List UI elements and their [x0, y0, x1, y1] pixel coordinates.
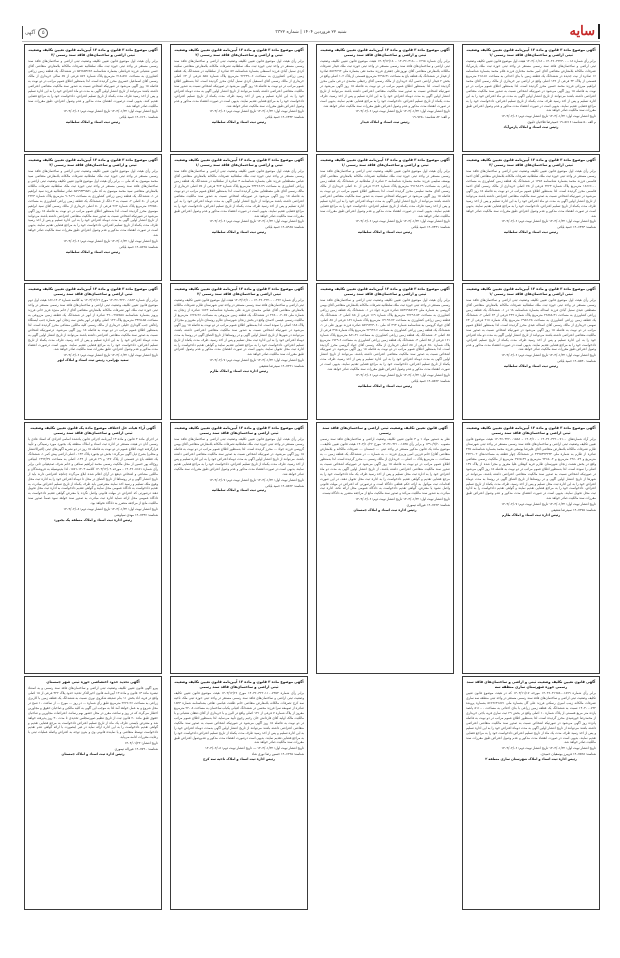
notice-title: آگهی موضوع ماده ۳ قانون و ماده ۱۳ آیین‌نامه قانون تعیین تکلیف وضعیت ثبتی اراضی و ساختمان‌های فاقد سند رسمی: [28, 287, 158, 297]
notice-signature: سعید بهرامی، رئیس ثبت اسناد و املاک ابهر: [57, 358, 129, 363]
notice-reference: شناسه: ۱۹۰۵۶۲۵ حمید بابائی: [119, 245, 158, 249]
notice-title: آگهی موضوع ماده ۳ قانون و ماده ۱۳ آیین‌نامه قانون تعیین تکلیف وضعیت ثبتی اراضی و ساختمان‌های فاقد سند رسمی: [466, 426, 596, 436]
notice-dates: تاریخ انتشار نوبت اول: ۱۴۰۴/۰۱/۲۲ تاریخ انتشار نوبت دوم: ۱۴۰۴/۰۲/۰۷: [209, 358, 304, 363]
notice-reference: شناسه: ۱۹۰۷۷۹۰ عین‌اله تیموری: [114, 747, 158, 752]
notice-body: برابر رأی شماره ۱۴۰۳۶۰۳۲۲۰۱۱۰۰۷۳۵۳ مورخ ۱۴۰۳/۱۲/۲۶ هیئت موضوع قانون تعیین تکلیف وضعیت ثبتی اراضی و ساختمان‌های فاقد سند رسمی مستقر در واحد ثبتی حوزه ثبتی ملک ناحیه سه کرج تصرفات مالکانه بلامعارض متقاضی خانم طلعت عباسی تفاقی بشناسنامه شماره ۱۵۴۳ صادره از صومعه سرا فرزند محسن در ششدانگ اعیانی یکباب ساختمان به مساحت ۲۲۰.۸ مترمربع مفروز از پلاک شماره ۷ فرعی از ۱۳۱ اصلی واقع در البرز و با خریداری از آقای دهقان شعبانی و با مالکیت مالک اولیه آقای قاردانش خان رحیم رجوع تأیید می‌نماید. لذا به‌منظور اطلاع عموم مراتب در دو نوبت به فاصله ۱۵ روز آگهی می‌شود در صورتیکه اشخاص نسبت به صدور سند مالکیت متقاضی اعتراضی داشته باشند می‌توانند از تاریخ انتشار اولین آگهی به‌مدت دوماه اعتراض خود را به این اداره تسلیم و پس از اخذ رسید ظرف مدت یکماه از تاریخ تسلیم اعتراض دادخواست خود را به مراجع قضایی تقدیم نمایند. بدیهی است درصورت انقضاء مدت مذکور و عدم‌وصول اعتراض طبق مقررات سند مالکیت صادر خواهد شد.: [174, 691, 304, 745]
notice-reference: شناسه: ۱۹۰۶۲۹۵ حسین رضا نوری شاد: [251, 752, 304, 757]
issue-dateline: شنبه ۲۲ فروردین ۱۴۰۴ | شماره ۳۳۲۲: [275, 30, 347, 35]
notice-body: نظر به دستور مواد ۱ و ۳ قانون تعیین تکلیف وضعیت اراضی و ساختمان‌های فاقد سند رسمی مصوب ۱۳۹۰/۹/۲۰ و برابر رأی ۱۴۰۳۶۰۳۲۱۰۰۱۵۳۵ مورخ ۱۴۰۳/۱۰/۲۲ هیئت قانون تعیین تکلیف... موضوع ماده یک قانون مذکور مستقر در واحد ثبتی ... جمستان ... تصرفات مالکانه و بلامعارض متقاضی آقای/ خانم فرزین امین وزیری فرزند ... به شماره ... در ششدانگ یک قطعه زمین ... به مساحت ... مترمربع پلاک ... اصلی ... خریداری از مالک رسمی ... محرز گردیده است. لذا به‌منظور اطلاع عموم مراتب در دو نوبت به فاصله ۱۵ روز آگهی می‌شود در صورتیکه اشخاص نسبت به صدور سند مالکیت متقاضی اعتراضی داشته باشند، از تاریخ انتشار اولین آگهی به مدت دو ماه اعتراض خود را به اداره ثبت محل تسلیم و پس از اخذ رسید ظرف یک ماه دادخواست خود را به مرجع قضایی تقدیم و گواهی تقدیم دادخواست را به اداره ثبت محل تحویل دهند. در این صورت اقدامات ثبت موکول به ارائه حکم قطعی دادگاه است و درصورتی که اعتراض در مهلت قانونی واصل نشود یا معترض، گواهی تقدیم دادخواست به دادگاه عمومی محل ارائه نکند، اداره ثبت مبادرت به صدور سند مالکیت می‌کند و صدور سند مالکیت مانع از مراجعه متضرر به دادگاه نیست.: [320, 437, 451, 496]
notice-body: برابر رأی شماره ۱۴۰۳۶۰۳۱۹۵۸۰۰۱۵۹۹ مورخه ۱۴۰۳/۱۱/۱۷ که در هیئت موضوع قانون تعیین تکلیف وضعیت ثبتی اراضی و ساختمان‌های فاقد سند رسمی مستقر در واحد ثبتی منطقه سه ساری تصرفات مالکانه زینب امیری رسکتی فرزند علی گل بشماره ملی ۵۶۶۹۶۳۱۸۷۱ بشماره پرونده ۱۴۰۳۰۰۰۷۲۲ نسبت به ششدانگ یک قطعه زمین زراعی با بنای احداثی به مساحت ۵۱۱.۰۰ پانصد یازده متر مربع قسمتی از پلاک شماره ۱۰ اصلی واقع در بخش ۲۹ ثبت ساری قریه باجی خریداری از محمدرضا خورشیدی محرز گردیده است. لذا به‌منظور اطلاع عموم مراتب در دو نوبت به فاصله پانزده روز آگهی می‌شود در صورتیکه اشخاص نسبت به صدور سند مالکیت متقاضی اعتراضی داشته باشند می‌توانند از تاریخ انتشار اولین آگهی به مدت دوماه اعتراض خود را به این اداره تسلیم و پس از اخذ رسید ظرف مدت یک ماه از تاریخ تسلیم اعتراض دادخواست خود را به مراجع قضایی تقدیم نمایند. بدیهی است در صورت انقضاء مدت مذکور و عدم وصول اعتراض طبق مقررات سند مالکیت صادر خواهد شد.: [466, 691, 596, 745]
notice-signature: رئیس اداره ثبت اسناد و املاک طارم: [501, 513, 561, 517]
notice-dates: تاریخ انتشار نوبت اول: ۱۴۰۴/۰۱/۲۲ تاریخ انتشار نوبت دوم: ۱۴۰۴/۰۲/۰۶: [209, 109, 304, 114]
notice-box: [316, 283, 454, 420]
notice-box: [170, 676, 308, 910]
notice-body: برابر رأی هیئت اول موضوع قانون تعیین تکلیف وضعیت ثبتی اراضی و ساختمان‌های فاقد سند رسمی مستقر در واحد ثبتی حوزه ثبت ملک سلطانیه تصرفات مالکانه بلامعارض متقاضی سکینه کردی سنبل آبادی فرزند اسمعلی بشماره شناسنامه ۵۷ صادره از سلطانیه در ششدانگ یک قطعه زمین زراعی کشاورزی به مساحت ۲۲۲۳۹.۰۶ مترمربع پلاک شماره ۵۵۵ فرعی از ۶۳ اصلی خریداری از مالک رسمی آقای اسمعیل کردی سنبل آبادی محرز گردیده است. لذا به‌منظور اطلاع عموم مراتب در دو نوبت به فاصله ۱۵ روز آگهی می‌شود در صورتیکه اشخاص نسبت به صدور سند مالکیت متقاضی اعتراضی داشته باشند می‌توانند از تاریخ انتشار اولین آگهی به مدت دوماه اعتراض خود را به این اداره تسلیم و پس از اخذ رسید ظرف مدت یکماه از تاریخ تسلیم اعتراض، دادخواست خود را به مراجع قضایی تقدیم نمایند. بدیهی است در صورت انقضاء مدت مذکور و عدم وصول اعتراض طبق مقررات سند مالکیت صادر خواهد شد.: [174, 59, 305, 108]
notice-box: [462, 422, 600, 674]
notice-title: آگهی قانون تعیین تکلیف وضعیت ثبتی و اراضی و ساختمان‌های فاقد سند رسمی حوزه شهرستان ساری منطقه سه: [466, 680, 596, 690]
notice-box: [170, 154, 308, 281]
notice-signature: رئیس ثبت اسناد و املاک سلطانیه: [65, 249, 121, 254]
page-section-box: [22, 26, 48, 39]
notice-dates: تاریخ انتشار نوبت اول: ۱۴۰۴/۰۱/۲۲ تاریخ انتشار نوبت دوم: ۱۴۰۴/۰۲/۰۶: [355, 373, 450, 377]
notice-dates: تاریخ انتشار نوبت اول: ۱۴۰۴/۰۱/۲۲ تاریخ انتشار نوبت دوم: ۱۴۰۴/۰۲/۰۶: [209, 219, 304, 224]
notice-box: [170, 283, 308, 420]
notice-body: برابر رأی هیئت اول موضوع قانون تعیین تکلیف وضعیت ثبتی اراضی و ساختمان‌های فاقد سند رسمی مستقر در واحد ثبتی حوزه ثبت ملک سلطانیه تصرفات مالکانه بلامعارض متقاضی آقای یوسف سلیمی فرزند محمد بشماره شناسنامه ۲ صادره از سلطانیه در ششدانگ یک قطعه زمین زراعی به مساحت ۲۹۱۹۸.۲۹ مترمربع پلاک شماره ۲۱۶۴ فرعی از ۵۰ اصلی خریداری از مالک رسمی آقای محمد سلیمی محرز گردیده است. لذا به‌منظور اطلاع عموم مراتب در دو نوبت به فاصله ۱۵ روز آگهی می‌شود در صورتیکه اشخاص نسبت به صدور سند مالکیت متقاضی اعتراضی داشته باشند می‌توانند از تاریخ انتشار اولین آگهی به مدت دوماه اعتراض خود را به این اداره تسلیم و پس از اخذ رسید ظرف مدت یکماه از تاریخ تسلیم اعتراض، دادخواست خود را به مراجع قضایی تقدیم نمایند. بدیهی است در صورت انقضاء مدت مذکور و عدم وصول اعتراض طبق مقررات سند مالکیت صادر خواهد شد.: [320, 169, 451, 218]
notice-box: [316, 422, 454, 674]
notice-signature: رئیس ثبت اسناد و املاک قیدار: [360, 120, 410, 125]
page-header: [22, 24, 600, 40]
notice-dates: تاریخ انتشار نوبت اول: ۱۴۰۴/۰۱/۲۲ تاریخ انتشار نوبت دوم: ۱۴۰۴/۰۲/۰۶: [501, 746, 596, 751]
notice-title: آگهی موضوع ماده ۳ قانون و ماده ۱۳ آیین‌نامه قانون تعیین تکلیف وضعیت ثبتی و اراضی و ساختمان‌های فاقد سند رسمی /۲: [174, 48, 304, 58]
notice-signature: رئیس اداره ثبت اسناد و املاک منطقه یک بجنورد: [53, 517, 133, 522]
notice-dates: تاریخ انتشار نوبت اول: ۱۴۰۴/۰۱/۲۲ تاریخ انتشار نوبت دوم: ۱۴۰۴/۰۲/۰۶: [63, 353, 158, 358]
notice-signature: رئیس ثبت اسناد و املاک پارس‌آباد: [503, 125, 559, 130]
notice-dates: تاریخ انتشار نوبت اول: ۱۴۰۴/۰۱/۲۲ تاریخ انتشار نوبت دوم: ۱۴۰۴/۰۲/۰۶: [501, 114, 596, 119]
notice-column: [24, 44, 162, 910]
header-divider: [22, 41, 600, 42]
notice-signature: رئیس ثبت اسناد و املاک سلطانیه: [503, 364, 559, 369]
notice-dates: تاریخ انتشار نوبت اول: ۱۴۰۴/۰۱/۲۲ تاریخ انتشار نوبت دوم: ۱۴۰۴/۰۲/۰۶: [63, 239, 158, 244]
notice-signature: رئیس ثبت اسناد و املاک سلطانیه: [211, 488, 267, 493]
page-number: ۵: [38, 28, 48, 38]
notice-reference: شناسه: ۱۹۰۵۸۲۲ حمید بابائی: [411, 378, 450, 383]
notice-title: آگهی موضوع ماده ۳ قانون و ماده ۱۳ آیین‌نامه قانون تعیین تکلیف وضعیت ثبتی اراضی و ساختمان‌های فاقد سند رسمی: [174, 426, 304, 436]
notice-title: آگهی موضوع ماده ۳ قانون و ماده ۱۳ آیین‌نامه قانون تعیین تکلیف وضعیت ثبتی و اراضی و ساختمان‌های فاقد سند رسمی /۲: [28, 158, 158, 168]
notice-title: آگهی موضوع ماده ۳ قانون و ماده ۱۳ آیین‌نامه قانون تعیین تکلیف وضعیت ثبتی و اراضی و ساختمان‌های فاقد سند رسمی: [320, 287, 450, 297]
notice-dates: تاریخ انتشار نوبت اول: ۱۴۰۴/۰۱/۲۲ تاریخ انتشار نوبت دوم: ۱۴۰۴/۰۲/۰۸: [63, 507, 158, 512]
notice-box: [462, 283, 600, 420]
notice-dates: تاریخ انتشار: ۱۴۰۴/۰۱/۲۲: [124, 741, 158, 746]
notice-dates: تاریخ انتشار نوبت اول: ۱۴۰۴/۰۱/۲۲ تاریخ انتشار نوبت دوم: ۱۴۰۴/۰۲/۰۷: [501, 502, 596, 507]
notice-box: [316, 44, 454, 152]
notice-box: [462, 676, 600, 910]
notice-signature: رئیس اداره ثبت اسناد و املاک جمستان: [61, 751, 125, 756]
notice-body: برابر رأی هیئت اول موضوع قانون تعیین تکلیف وضعیت ثبتی اراضی و ساختمان‌های فاقد سند رسمی مستقر در واحد ثبتی حوزه ثبت ملک سلطانیه تصرفات مالکانه بلامعارض متقاضی آقای بهمن گروسی به شماره ملی ۵۵۹۹۹۸۵۱۴۳ صادره فرزند جواد در ۱- ششدانگ یک قطعه زمین زراعی کشاورزی به مساحت ۲۲۲۹۶.۵۴ مترمربع پلاک شماره ۱۶۹ فرعی از ۸۵ اصلی ۲- ششدانگ یک قطعه زمین زراعی کشاورزی به مساحت ۱۴۱۹۲.۷۲ مترمربع پلاک شماره ۱۸۹ فرعی از ۸۵ اصلی. آقای جواد گروسی به شناسنامه شماره ۴۹۳ کد ملی ۵۵۹۹۲۲۳۰۶۰ صادره فرزند نوروز علی در ۱- ششدانگ یک قطعه زمین زراعی کشاورزی به مساحت ۲۲۹۹۹.۶ مترمربع پلاک شماره ۴۹۵ فرعی از ۸۵ اصلی ۲- ششدانگ یک قطعه زمین زراعی کشاورزی به مساحت ۸۸۱.۳۱ مترمربع پلاک شماره ۱۶۱ فرعی از ۸۵ اصلی ۳- ششدانگ یک قطعه زمین زراعی کشاورزی به مساحت ۱۷۲۹.۶ مترمربع پلاک شماره ۶۵۰ فرعی از ۸۵ اصلی خریداری از مالک رسمی آقای جواد گروسی محرز گردیده است. لذا به‌منظور اطلاع عموم مراتب در دو نوبت به فاصله ۱۵ روز آگهی می‌شود. در صورتیکه اشخاص نسبت به صدور سند مالکیت متقاضی اعتراضی داشته باشند، می‌توانند از تاریخ انتشار اولین آگهی به مدت دوماه اعتراض خود را به این اداره تسلیم و پس از اخذ رسید، ظرف مدت یکماه از تاریخ تسلیم اعتراض، دادخواست خود را به مراجع قضایی تقدیم نمایند. بدیهی است در صورت انقضاء مدت مذکور و عدم وصول اعتراض طبق مقررات سند مالکیت صادر خواهد شد.: [320, 298, 451, 372]
notice-column: [316, 44, 454, 910]
notice-signature: رئیس ثبت اسناد و املاک سلطانیه: [357, 383, 413, 388]
notice-title: آگهی آراء هیات حل اختلاف موضوع ماده یک قانون تعیین تکلیف وضعیت ثبتی اراضی و ساختمان‌های فاقد سند رسمی: [30, 426, 156, 436]
notice-box: [170, 44, 308, 152]
notice-box: [24, 154, 162, 281]
notice-dates: تاریخ انتشار نوبت اول: ۱۴۰۴/۰۱/۲۲ تاریخ انتشار نوبت دوم: ۱۴۰۴/۰۲/۰۶: [501, 219, 596, 224]
notice-box: [462, 44, 600, 152]
notice-box: [24, 44, 162, 152]
notice-dates: تاریخ انتشار نوبت اول: ۱۴۰۴/۰۱/۲۲ تاریخ انتشار نوبت دوم: ۱۴۰۴/۰۲/۰۶: [355, 497, 450, 502]
notice-title: آگهی موضوع ماده ۳ قانون و ماده ۱۳ آیین‌نامه قانون تعیین تکلیف وضعیت ثبتی اراضی و ساختمان‌های فاقد سند رسمی /۲: [28, 48, 158, 58]
notice-dates: تاریخ انتشار نوبت اول: ۱۴۰۴/۰۱/۲۲ تاریخ انتشار نوبت دوم: ۱۴۰۴/۰۲/۰۶: [63, 109, 158, 114]
notice-body: برابر رأی شماره ۱۴۰۳۶۰۳۱۸۰۰۰۱۲۹۵ – ۱۴۰۳/۱۲/۱۸ هیئت موضوع قانون تعیین تکلیف وضعیت ثبتی اراضی و ساختمان‌های فاقد سند رسمی مستقر در واحد ثبتی حوزه ثبت ملک قیدار تصرفات مالکانه بلامعارض متقاضی آقای نوروزعلی جعفری فرزند محمد تقی بشماره ملی ۵۵۶۹۲۹۲ صادره از قیدار در ششدانگ یک قطعه باغ به مساحت ۲۲۹۵.۳۱ مترمربع قسمتی از پلاک ۱۰۲ اصلی واقع در بخش ۲ قیدار اراضی حسن آباد خریداری از مالک رسمی آقای رجبعلی محمدی در فی مابین محرز گردیده است. لذا به‌منظور اطلاع عموم مراتب در دو نوبت به فاصله ۱۵ روز آگهی می‌شود در صورتیکه اشخاص نسبت به صدور سند مالکیت متقاضی اعتراضی داشته باشند می‌توانند از تاریخ انتشار اولین آگهی به مدت دوماه اعتراض خود را به این اداره تسلیم و پس از اخذ رسید، ظرف مدت یکماه از تاریخ تسلیم اعتراض، دادخواست خود را به مراجع قضایی تقدیم نمایند. بدیهی است در صورت انقضاء مدت مذکور و عدم وصول اعتراض طبق مقررات سند مالکیت صادر خواهد شد.: [320, 59, 450, 108]
notice-body: برابر رأی شماره ۱۴۰۳۶۰۳۲۲۰۰۱۵۶۳ مورخ ۱۴۰۳/۱۲/۱۹ به کلاسه شماره ۱۴۰۳-۱۸۶ هیئت اول دوم موضوع قانون تعیین تکلیف وضعیت ثبتی اراضی و ساختمان‌های فاقد سند رسمی مستقر در واحد ثبتی حوزه ثبت ملک ابهر تصرفات مالکانه بلامعارض متقاضی آقای / خانم منیژه عزیز خانی فرزند پرویز بشماره شناسنامه ۴۹۰۰۲۷۷۵۵۸ صادره از ابهر در ششدانگ یک قطعه زمین مزروعی به مساحت ۳۴۲۵.۵۵ مترمربع پلاک ۱۴۲ اصلی واقع در ابهر بخش سه زنجان ابهر شماره جنب ایستگاه راه‌آهن جنب گاوداری خلیلی خریداری از مالک رسمی کلیه مالکین مشاعی محرز گردیده است. لذا به‌منظور اطلاع عموم مراتب در دو نوبت به فاصله ۱۵ روز آگهی می‌شود. درصورتیکه اشخاص نسبت به صدور سند مالکیت متقاضی اعتراضی داشته باشند می‌توانند از تاریخ انتشار اولین آگهی به مدت دوماه اعتراض خود را به این اداره تسلیم و پس از اخذ رسید، ظرف مدت یکماه از تاریخ تسلیم اعتراض، دادخواست خود را به مراجع قضایی تقدیم نمایند. بدیهی است درصورت انقضاء مدت مذکور و عدم وصول اعتراض، طبق مقررات سند مالکیت صادر خواهد شد.: [28, 298, 158, 352]
notice-signature: رئیس ثبت اسناد و املاک سلطانیه: [65, 120, 121, 125]
notices-grid: [24, 44, 600, 910]
notice-title: آگهی موضوع ماده ۳ قانون و ماده ۱۳ آیین‌نامه قانون تعیین تکلیف وضعیت ثبتی اراضی و ساختمان‌های فاقد سند رسمی /۱: [466, 287, 596, 297]
notice-reference: شناسه: ۱۹۰۷۲۳۶ مهدی سیاوشی: [114, 513, 158, 517]
notice-column: [462, 44, 600, 910]
notice-dates: تاریخ انتشار نوبت اول: ۱۴۰۴/۰۱/۲۲ تاریخ انتشار نوبت دوم: ۱۴۰۴/۰۲/۰۶: [355, 109, 450, 114]
notice-dates: تاریخ انتشار نوبت اول: ۱۴۰۴/۰۱/۲۲ تاریخ انتشار نوبت دوم: ۱۴۰۴/۰۲/۰۶: [501, 353, 596, 358]
notice-body: برابر رأی شماره ۱۴۰۳۶۰۳۲۲۰۰۰۰۳۶۲ – ۱۴۰۳/۱۲/۱۰ هیئت اول موضوع قانون تعیین تکلیف وضعیت ثبتی اراضی و ساختمان‌های فاقد سند رسمی مستقر در واحد ثبتی شهرستان طارم تصرفات مالکانه بلامعارض متقاضی آقای عباس محمدی فرزند علی بشماره شناسنامه ۱۸۶۳ صادره از زنجان به شماره ملی ۴۲۸۰۰۰۲۰۵۷ در ششدانگ یک قطعه زمین مزروعی به مساحت ۱۲۲۵.۹۶ مترمربع از مالکیت رسمی عیسی احمدی واقع در بخش زنجان شهرستان طارم روستای دارام مفروز و مجزا از پلاک ۱۸۸ اصلی را نموده است. لذا به‌منظور اطلاع عموم مراتب در دو نوبت به فاصله ۱۵ روز آگهی می‌شود در صورتیکه اشخاص نسبت به صدور سند مالکیت متقاضی اعتراضی داشته باشند، می‌توانند در شهرها از تاریخ انتشار اولین آگهی و در روستاها از تاریخ الصاق آگهی در روستا به مدت دوماه اعتراض خود را به این اداره ثبت محل تسلیم و پس از اخذ رسید، ظرف مدت یکماه از تاریخ تسلیم اعتراض، دادخواست خود را به مراجع قضایی تقدیم نمایند و گواهی تقدیم دادخواست را به اداره ثبت محل تحویل نمایند. بدیهی است در صورت انقضای مدت مذکور و عدم وصول اعتراض طبق مقررات سند مالکیت صادر خواهد شد.: [174, 298, 304, 357]
notice-reference: شناسه: ۱۹۰۶۴۳۲ حمید بابائی: [265, 115, 304, 120]
notice-body: برابر رأی هیئت اول موضوع قانون تعیین تکلیف وضعیت ثبتی اراضی و ساختمان‌های فاقد سند رسمی مستقر در واحد ثبتی حوزه ثبت ملک سلطانیه تصرفات مالکانه بلامعارض متقاضی سید محمد موسوی به کد ملی ... برابر رأی هیئت اول موضوع قانون تعیین تکلیف وضعیت ثبتی اراضی و ساختمان‌های فاقد سند رسمی مستقر در واحد ثبتی حوزه ثبت ملک سلطانیه تصرفات مالکانه بلامعارض متقاضی سید محمد موسوی به کد ملی ۵۵۹۹۳۳۹۵۸۱ صادر سلطانیه فرزند سید ابراهیم در ۱- ششدانگ یک قطعه زمین زراعی کشاورزی به مساحت ۹۰۹.۲۹ مترمربع پلاک شماره ۲۲۲۳ فرعی از ۵۰ اصلی ۲- نسبت به ۳ دانگ از ششدانگ یک قطعه زمین زراعی کشاورزی به مساحت ۱۳۷۵۵۰ مترمربع پلاک شماره ۲۶۳ فرعی از ۵۰ اصلی خریداری از مالک رسمی آقای سید ابراهیم موسوی محرز گردیده است. لذا به‌منظور اطلاع عموم مراتب در دو نوبت به فاصله ۱۵ روز آگهی می‌شود در صورتیکه اشخاص نسبت به صدور سند مالکیت متقاضی اعتراضی داشته باشند می‌توانند از تاریخ انتشار اولین آگهی به مدت دوماه اعتراض خود را به این اداره تسلیم و پس از اخذ رسید ظرف مدت یکماه از تاریخ تسلیم اعتراض، دادخواست خود را به مراجع قضایی تقدیم نمایند. بدیهی است در صورت انقضاء مدت مذکور و عدم وصول اعتراض طبق مقررات سند مالکیت صادر خواهد شد.: [28, 169, 158, 238]
notice-reference: شناسه: ۱۹۰۵۹۶۵ حمید بابائی: [265, 225, 304, 230]
notice-signature: رئیس ثبت اسناد و املاک سلطانیه: [211, 230, 267, 235]
notice-title: آگهی موضوع ماده ۳ قانون و ماده ۱۳ آیین‌نامه قانون تعیین تکلیف وضعیت ثبتی و اراضی و ساختمان‌های فاقد سند رسمی /۱: [320, 158, 450, 168]
notice-signature: رئیس اداره ثبت اسناد و املاک ناحیه سه کرج: [203, 757, 275, 762]
notice-reference: م الف: ۸۲ شناسه: ۱۹۰۷۲۵۰: [412, 115, 450, 120]
notice-title: آگهی موضوع ماده ۳ قانون و ماده ۱۳ آیین‌نامه قانون تعیین تکلیف وضعیت ثبتی اراضی و ساختمان‌های فاقد سند رسمی: [174, 680, 304, 690]
notice-title: آگهی قانون تعیین تکلیف وضعیت ثبتی اراضی و ساختمان‌های فاقد سند رسمی: [322, 426, 448, 436]
notice-title: آگهی موضوع ماده ۳ قانون و ماده ۱۳ آیین‌نامه قانون تعیین تکلیف وضعیت ثبتی اراضی و ساختمان‌های فاقد سند رسمی /۲: [174, 287, 304, 297]
notice-reference: شناسه: ۱۹۰۵۸۲۲ حمید بابائی: [265, 483, 304, 488]
notice-box: [24, 422, 162, 674]
notice-reference: شناسه: ۱۹۰۷۶۲۴ عین‌اله تیموری: [406, 503, 450, 508]
notice-body: برابر رأی هیئت اول موضوع قانون تعیین تکلیف وضعیت ثبتی اراضی و ساختمان‌های فاقد سند رسمی مستقر در واحد ثبتی حوزه ثبت ملک سلطانیه تصرفات مالکانه بلامعارض متقاضی آقای حسن شعبانی فرزند قربانعلی بشماره شناسنامه ۵۵۹۸۵۳۶۸۹ در ششدانگ یک قطعه زمین زراعی کشاورزی به مساحت ۲۱۸.۵۷۱ مترمربع پلاک شماره ۵۷۶ فرعی از ۵۷ سالی خریداری از مالک رسمی آقای اسماعیل خسروی محرز گردیده است. لذا به‌منظور اطلاع عموم مراتب در دو نوبت به فاصله ۱۵ روز آگهی می‌شود در صورتیکه اشخاص نسبت به صدور سند مالکیت متقاضی اعتراضی داشته باشند می‌توانند از تاریخ انتشار اولین آگهی به مدت دو ماه اعتراض خود را به این اداره تسلیم و پس از اخذ رسید ظرف مدت یکماه از تاریخ تسلیم اعتراض، دادخواست خود را به مراجع قضایی تقدیم کنند. بدیهی است درصورت انقضای مدت مذکور و عدم وصول اعتراض، طبق مقررات سند مالکیت صادر خواهد شد.: [28, 59, 159, 108]
notice-column: [170, 44, 308, 910]
notice-reference: شناسه: ۱۹۰۷۲۷۵ سیدرضا شفیعی: [550, 508, 596, 513]
notice-dates: تاریخ انتشار نوبت اول: ۱۴۰۴/۰۱/۲۲ — تاریخ انتشار نوبت دوم: ۱۴۰۴/۰۲/۰۸: [205, 746, 304, 751]
notice-box: [316, 154, 454, 281]
notice-body: برابر رأی هیئت اول موضوع قانون تعیین تکلیف وضعیت ثبتی اراضی و ساختمان‌های فاقد سند رسمی مستقر در واحد ثبتی حوزه ثبت ملک سلطانیه تصرفات مالکانه بلامعارض متقاضی آقای بهمن گروسی فرزند جواد ... محرز گردیده است. لذا به‌منظور اطلاع عموم مراتب در دو نوبت به فاصله ۱۵ روز آگهی می‌شود. در صورتیکه اشخاص نسبت به صدور سند مالکیت متقاضی اعتراضی داشته باشند، می‌توانند از تاریخ انتشار اولین آگهی به مدت دوماه اعتراض خود را به این اداره تسلیم و پس از اخذ رسید، ظرف مدت یکماه از تاریخ تسلیم اعتراض، دادخواست خود را به مراجع قضایی تقدیم نمایند. بدیهی است در صورت انقضاء مدت مذکور و عدم وصول اعتراض طبق مقررات سند مالکیت صادر خواهد شد.: [174, 437, 304, 476]
notice-body: برابر رأی شماره ۱۴۰۴۶۰۳۲۲۳۰۰۰۰۱۸ – ۱۴۰۴/۰۱/۱۸ هیئت اول موضوع قانون تعیین تکلیف وضعیت ثبتی اراضی و ساختمان‌های فاقد سند رسمی مستقر در واحد ثبتی حوزه ثبت ملک پارس‌آباد تصرفات مالکانه بلامعارض متقاضی آقای امیر محمد مختاری فرزند غلام محمد بشماره شناسنامه ۱۶ صادره از نیت جدیده در ششدانگ یک قطعه زمین با بنای احداثی به مساحت ۲۱۸.۵۱ مترمربع قسمتی از پلاک ۳۲ فرعی از ۱۳۶ اصلی واقع در اراضی نیر خریداری از مالک رسمی آقای محمد ابراهیم میرزائی فرزند محمد حسین محرز گردیده است. لذا به‌منظور اطلاع عموم مراتب در دو نوبت به فاصله ۱۵ روز آگهی می‌شود در صورتیکه اشخاص نسبت به صدور سند مالکیت متقاضی اعتراضی داشته باشند می‌توانند از تاریخ انتشار اولین آگهی به مدت دو ماه اعتراض خود را به این اداره تسلیم و پس از اخذ رسید ظرف مدت یکماه از تاریخ تسلیم اعتراض، دادخواست خود را به مراجع قضایی تقدیم نمایند. بدیهی است در صورت انقضاء مدت مذکور و عدم وصول اعتراض طبق مقررات سند مالکیت صادر خواهد شد.: [466, 59, 596, 113]
notice-body: در اجرای ماده ۳ قانون و ماده ۱۳ آیین‌نامه اجرائی قانون یادشده اسامی افرادی که اسناد عادی یا رسمی آنان در هیئت مستقر در اداره ثبت اسناد و املاک منطقه یک بجنورد مورد رسیدگی و تأیید قرارگرفته جهت اطلاع عموم در دو نوبت به فاصله ۱۵ روز در دو نشریه آگهی‌های ثبتی (کثیرالانتشار و محلی) بشرح ذیل آگهی می‌گردد: بخش دو بجنورد پلاک ۱۴۴ - اصلی اراضی پیش کمر ۱- ششدانگ یک قطعه باغ در قسمتی از پلاک ۱۴۷ و ۲۹ فرعی از ۱۴۴- اصلی به مساحت ۱۳۹۲/۲۷ ابتیاعی روح‌اله پور حسین از محل مالکیت رسمی محمد ابراهیم سناقی و خانم شرف صدیقیانی ثانی برابر رأی شماره ۱۴۰۳۶۰۸۱۵۱ - مورخه ۱۴۰۳/۱۲/۰۹ کلاسه ۱۴۰۳-۱۵۷۱. لذا بدینوسیله به فروشندگان و مالکین مشاعی و اشخاص ذینفع در آرای اعلام شده ابلاغ می‌گردد چنانچه اعتراضی دارند باید از تاریخ انتشار آگهی و در روستاها از تاریخ الصاق در محل تا دوماه اعتراض خود را به اداره ثبت محل وقوع ملک تسلیم و رسید اخذ نمایند معترضین باید ظرف یکماه از تاریخ تسلیم اعتراض مبادرت به تقدیم دادخواست به دادگاه عمومی محل نمایند و گواهی تقدیم دادخواست به اداره ثبت محل تحویل دهند درصورتی که اعتراض در مهلت قانونی واصل نگردد یا معترض گواهی تقدیم دادخواست به دادگاه عمومی محل ارائه ننماید اداره ثبت مبادرت به صدور سند خواهد نمود ضمناً صدور سند مالکیت مانع از مراجعه متضرر به دادگاه نخواهد بود.: [28, 437, 159, 506]
notice-title: آگهی موضوع ماده ۳ قانون و ماده ۱۳ آیین‌نامه قانون تعیین تکلیف وضعیت ثبتی اراضی و ساختمان‌های فاقد سند رسمی /۱: [466, 48, 596, 58]
notice-reference: شناسه: ۱۹۰۶۱۹۰ حمید بابائی: [119, 115, 158, 120]
notice-body: برابر رأی هیئت اول موضوع قانون تعیین تکلیف وضعیت ثبتی اراضی و ساختمان‌های فاقد سند رسمی مستقر در واحد ثبتی حوزه ثبت ملک سلطانیه تصرفات مالکانه بلامعارض متقاضی آقای عباس مصطفایی فرزند علی بشماره شناسنامه ۳ صادره از سلطانیه در ششدانگ یک قطعه زمین زراعی کشاورزی به مساحت ۲۳۴۶۶.۷۹ مترمربع پلاک شماره ۴۶۳ فرعی از ۷۵ اصلی خریداری از مالک رسمی آقای علی مصطفایی محرز گردیده است. لذا به‌منظور اطلاع عموم مراتب در دو نوبت به فاصله ۱۵ روز آگهی می‌شود در صورتیکه اشخاص نسبت به صدور سند مالکیت متقاضی اعتراضی داشته باشند می‌توانند از تاریخ انتشار اولین آگهی به مدت دوماه اعتراض خود را به این اداره تسلیم و پس از اخذ رسید ظرف مدت یکماه از تاریخ تسلیم اعتراض، دادخواست خود را به مراجع قضایی تقدیم نمایند. بدیهی است در صورت انقضاء مدت مذکور و عدم وصول اعتراض طبق مقررات سند مالکیت صادر خواهد شد.: [174, 169, 304, 218]
notice-reference: شناسه: ۱۹۰۷۴۳۱ حمید بابائی: [411, 225, 450, 230]
notice-body: پیرو آگهی قانون تعیین تکلیف وضعیت ثبتی اراضی و ساختمان‌های فاقد سند رسمی و به استناد تبصره ماده ۱۳ قانون و ماده ۱۳ آیین‌نامه قانون اخیرالذکر تحدید حدود پلاک ۴۴۲ فرعی از ۱۵ اصلی واقع در قریه اناد بخش ۱۱ بنام صدیقه شکروی نوری نسبت به ششدانگ یک قطعه زمین با کاربری زراعی به مساحت ۲۲۲۶.۲۶ مترمربع طبق رأی شماره ... در روز ... مورخ ... از ساعت ۱۰ صبح در محل شروع و به عمل خواهد آمد لذا به موجب این آگهی به کلیه مالکین و صاحبان حقوق و مجاورین اخطار می‌گردد که در روز و ساعت مقرر در محل حضور بهم رسانند. اعتراضات مجاورین و صاحبان حقوق طبق ماده ۲۰ قانون ثبت از تاریخ تنظیم صورتمجلس تحدیدی تا مدت ۳۰ روز پذیرفته خواهد شد و معترض بایستی ظرف یک ماه از تاریخ تسلیم اعتراض دادخواست به مرجع قضایی تقدیم و گواهی تقدیم دادخواست را به این اداره ارائه نماید در غیر اینصورت با ارائه گواهی عدم تقدیم دادخواست توسط متقاضی و یا نماینده قانونی وی و بدون توجه به اعتراض واصله عملیات ثبتی با رعایت مقررات ادامه می‌یابد.: [28, 686, 158, 740]
notice-reference: شناسه: ۱۹۰۵۵۳۰ حمید بابائی: [557, 359, 596, 364]
notice-body: برابر رأی هیئت اول موضوع قانون تعیین تکلیف وضعیت ثبتی اراضی و ساختمان‌های فاقد سند رسمی مستقر در واحد ثبتی حوزه ثبت ملک سلطانیه تصرفات مالکانه بلامعارض متقاضی آقای مصطفی عبدی سنبل آبادی فرزند اسداله بشماره شناسنامه ۱۸ در ۱- ششدانگ یک قطعه زمین زراعی کشاورزی به مساحت ۲۲۸۸۸.۳۱ مترمربع پلاک شماره ۴۴۲ فرعی از ۶۳ اصلی ۲- ششدانگ یک قطعه زمین زراعی کشاورزی به مساحت ۲۹۵۶.۲۵ مترمربع پلاک شماره ۲۱۸ فرعی از ۶۳ سهمی خریداری از مالک رسمی آقای اسداله عبدی محرز گردیده است. لذا به‌منظور اطلاع عموم مراتب در دو نوبت به فاصله ۱۵ روز آگهی می‌شود در صورتیکه اشخاص نسبت به صدور سند مالکیت متقاضی اعتراضی داشته باشند می‌توانند از تاریخ انتشار اولین آگهی به مدت دو ماه اعتراض خود را به این اداره تسلیم و پس از اخذ رسید ظرف مدت یکماه از تاریخ تسلیم اعتراض، دادخواست خود را به مراجع قضایی تقدیم نمایند. بدیهی است در صورت انقضاء مدت مذکور و عدم وصول اعتراض طبق مقررات سند مالکیت صادر خواهد شد.: [466, 298, 597, 352]
notice-reference: شناسه: ۱۹۰۶۴۴۳ حمید بابائی: [557, 225, 596, 230]
notice-reference: شناسه: ۱۹۰۷۵۲۸ فریبرز یوسفیان حمیدی.: [540, 752, 596, 757]
notice-dates: تاریخ انتشار نوبت اول: ۱۴۰۴/۰۱/۲۲ تاریخ انتشار نوبت دوم: ۱۴۰۴/۰۲/۰۶: [355, 219, 450, 224]
notice-signature: رئیس اداره ثبت اسناد و املاک طارم: [209, 369, 269, 374]
notice-signature: رئیس ثبت اسناد و املاک سلطانیه: [357, 230, 413, 235]
notice-title: آگهی موضوع ماده ۳ قانون و ماده ۱۳ آیین‌نامه قانون تعیین تکلیف وضعیت ثبتی اراضی و ساختمان‌های فاقد سند رسمی /۲: [466, 158, 596, 168]
notice-title: آگهی موضوع ماده ۳ قانون و ماده ۱۳ آیین‌نامه قانون تعیین تکلیف وضعیت ثبتی و اراضی و ساختمان‌های فاقد سند رسمی /۱: [174, 158, 304, 168]
notice-body: برابر آراء شماره‌های ۱۴۰۳۶۰۳۲۲۰۰۷۱۰۰ – ۱۴۰۳/۱۰ – ۱۴۰۳۶۰۳۲۲۰۰۱۵۵۸ هیئت موضوع قانون تعیین تکلیف وضعیت ثبتی اراضی و ساختمان‌های فاقد سند رسمی مستقر در واحد ثبتی شهرستان طارم تصرفات مالکانه بلامعارض متقاضی آقای علیرضا یوسفی فرزند محمد بشماره شناسنامه ۴۲۵ صادره از طارم به شماره ملی ۴۳۹۵۳۲۳۲۳۴ در ششدانگ چهار قطعه به مساحت‌های ۴۲۲۹.۰۲ مترمربع و ۲۹۶۰.۷۴ مترمربع و ۹۳۱۵.۰۴ مترمربع و ۲۷۶۵.۳۹ مترمربع از مالکیت رسمی متقاضی واقع در بخش هشت زنجان شهرستان طارم قریه کوهکن علیا مفروز و مجزا شده از پلاک ۱۴۷ اصلی را نموده است. لذا به‌منظور اطلاع عموم مراتب در دو نوبت به فاصله ۱۵ روز آگهی می‌شود در صورتیکه اشخاص نسبت به صدور سند مالکیت متقاضی اعتراضی داشته باشند، می‌توانند در شهرها از تاریخ انتشار اولین آگهی و در روستاها از تاریخ الصاق آگهی در روستا به مدت دوماه اعتراض خود را به این اداره ثبت محل تسلیم و پس از اخذ رسید، ظرف مدت یکماه از تاریخ تسلیم اعتراض، دادخواست خود را به مراجع قضایی تقدیم نمایند و گواهی تقدیم دادخواست را به اداره ثبت محل تحویل نمایند. بدیهی است در صورت انقضای مدت مذکور و عدم وصول اعتراض طبق مقررات سند مالکیت صادر خواهد شد.: [466, 437, 597, 501]
notice-reference: م الف ۵۰ شناسه: ۱۹۰۵۶۱۶ حمیدرضا فلاحیان دلیوی: [527, 120, 596, 125]
section-label: آگهی: [25, 29, 36, 36]
notice-body: برابر رأی هیئت اول موضوع قانون تعیین تکلیف وضعیت ثبتی اراضی و ساختمان‌های فاقد سند رسمی مستقر در واحد ثبتی حوزه ثبت ملک سلطانیه تصرفات مالکانه بلامعارض متقاضی آقای احمد قاسمی فرزند محمد بشماره شناسنامه ۱۳۵۶ در ششدانگ یک قطعه زمین کشاورزی به مساحت ۱۸۶۶۶.۰۰ مترمربع پلاک شماره ۲۲۲۳ فرعی از ۷۵ اصلی خریداری از مالک رسمی آقای احمد قاسمی محرز گردیده است. لذا به‌منظور اطلاع عموم مراتب در دو نوبت به فاصله ۱۵ روز آگهی می‌شود در صورتیکه اشخاص نسبت به صدور سند مالکیت متقاضی اعتراضی داشته باشند می‌توانند از تاریخ انتشار اولین آگهی به مدت دو ماه اعتراض خود را به این اداره تسلیم و پس از اخذ رسید ظرف مدت یکماه از تاریخ تسلیم اعتراض، دادخواست خود را به مراجع قضایی تقدیم نمایند. بدیهی است در صورت انقضاء مدت مذکور و عدم وصول اعتراض طبق مقررات سند مالکیت صادر خواهد شد.: [466, 169, 596, 218]
notice-box: [170, 422, 308, 674]
notice-box: [462, 154, 600, 281]
notice-signature: رئیس اداره ثبت اسناد و املاک جمستان: [353, 508, 417, 513]
notice-title: آگهی تحدید حدود اختصاصی حوزه ثبتی شهر جمستان: [46, 680, 140, 684]
notice-signature: رئیس ثبت اسناد و املاک سلطانیه: [503, 230, 559, 235]
notice-dates: تاریخ انتشار نوبت اول: ۱۴۰۴/۰۱/۲۲ تاریخ انتشار نوبت دوم: ۱۴۰۴/۰۲/۰۷: [209, 477, 304, 482]
notice-signature: رئیس اداره ثبت اسناد و املاک شهرستان ساری منطقه ۳: [485, 757, 577, 762]
notice-reference: شناسه: ۱۹۰۷۲۹۱ سیدرضا شفیعی: [258, 364, 304, 369]
newspaper-logo: سایه: [570, 24, 600, 39]
notice-title: آگهی موضوع ماده ۳ قانون و ماده ۱۳ آیین‌نامه قانون تعیین تکلیف وضعیت ثبتی و اراضی و ساختمان‌های فاقد سند رسمی: [320, 48, 450, 58]
notice-box: [24, 676, 162, 910]
notice-box: [24, 283, 162, 420]
notice-signature: رئیس ثبت اسناد و املاک سلطانیه: [211, 120, 267, 125]
